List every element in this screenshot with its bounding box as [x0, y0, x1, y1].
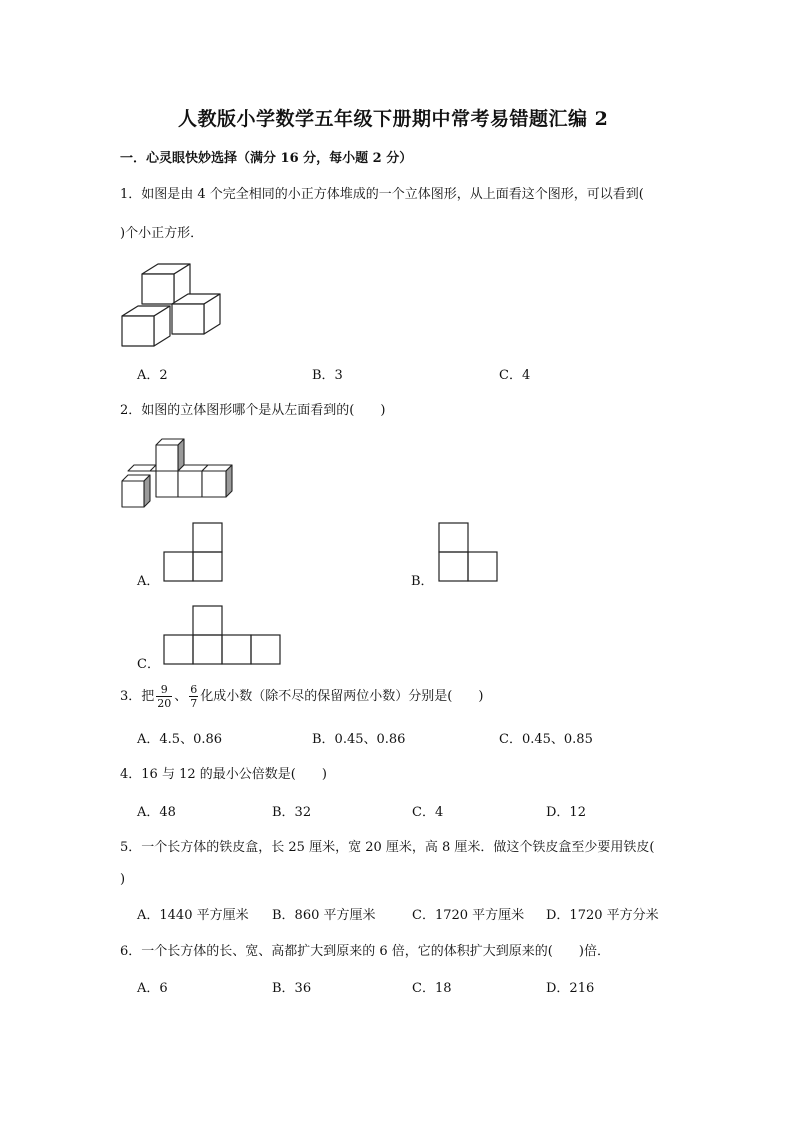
- fraction-9-20: [156, 683, 172, 710]
- question-5-option-c[interactable]: C．1720 平方厘米: [412, 908, 525, 923]
- fraction-numerator: 9: [156, 683, 172, 697]
- question-6-line-1: 6．一个长方体的长、宽、高都扩大到原来的 6 倍，它的体积扩大到原来的( )倍．: [120, 944, 610, 959]
- question-2-cube-figure: [120, 437, 240, 507]
- question-2-option-c-figure: [164, 605, 282, 665]
- question-4-option-b[interactable]: B．32: [272, 805, 312, 820]
- question-3-option-a[interactable]: A．4.5、0.86: [137, 732, 223, 747]
- question-6-option-b[interactable]: B．36: [272, 981, 312, 996]
- question-6-option-a[interactable]: A．6: [137, 981, 168, 996]
- question-1-cube-figure: [120, 262, 224, 352]
- section-heading: 一．心灵眼快妙选择（满分 16 分，每小题 2 分）: [120, 151, 413, 166]
- question-3-prefix: 3．把: [120, 689, 155, 704]
- question-1-line-2: )个小正方形．: [120, 226, 204, 241]
- question-5-line-1: 5．一个长方体的铁皮盒，长 25 厘米，宽 20 厘米，高 8 厘米．做这个铁皮盒至少要用铁皮(: [120, 840, 655, 855]
- question-2-option-c[interactable]: C．: [137, 657, 160, 672]
- page-title: 人教版小学数学五年级下册期中常考易错题汇编 2: [178, 108, 609, 130]
- question-4-line-1: 4．16 与 12 的最小公倍数是( ): [120, 767, 327, 782]
- question-1-option-c[interactable]: C．4: [499, 368, 531, 383]
- question-6-option-d[interactable]: D．216: [546, 981, 595, 996]
- question-4-option-d[interactable]: D．12: [546, 805, 586, 820]
- fraction-6-7: [189, 683, 198, 710]
- question-4-option-c[interactable]: C．4: [412, 805, 444, 820]
- fraction-denominator: 7: [190, 697, 198, 710]
- question-1-option-b[interactable]: B．3: [312, 368, 343, 383]
- question-2-line-1: 2．如图的立体图形哪个是从左面看到的( ): [120, 403, 386, 418]
- question-5-line-2: ): [120, 872, 126, 887]
- question-4-option-a[interactable]: A．48: [137, 805, 176, 820]
- fraction-numerator: 6: [190, 683, 198, 696]
- question-5-option-a[interactable]: A．1440 平方厘米: [137, 908, 249, 923]
- question-6-option-c[interactable]: C．18: [412, 981, 452, 996]
- question-5-option-b[interactable]: B．860 平方厘米: [272, 908, 376, 923]
- fraction-denominator: 20: [157, 697, 172, 710]
- question-2-option-a-figure: [164, 522, 224, 582]
- question-2-option-b[interactable]: B．: [411, 574, 434, 589]
- question-1-option-a[interactable]: A．2: [137, 368, 168, 383]
- question-2-option-a[interactable]: A．: [137, 574, 160, 589]
- question-3-suffix: 化成小数（除不尽的保留两位小数）分别是( ): [200, 689, 484, 704]
- question-1-line-1: 1．如图是由 4 个完全相同的小正方体堆成的一个立体图形，从上面看这个图形，可以看到(: [120, 187, 644, 202]
- question-5-option-d[interactable]: D．1720 平方分米: [546, 908, 659, 923]
- question-3-option-c[interactable]: C．0.45、0.85: [499, 732, 593, 747]
- question-3-separator: 、: [174, 689, 188, 704]
- question-3-line-1: [120, 683, 483, 710]
- question-3-option-b[interactable]: B．0.45、0.86: [312, 732, 406, 747]
- question-2-option-b-figure: [439, 522, 499, 582]
